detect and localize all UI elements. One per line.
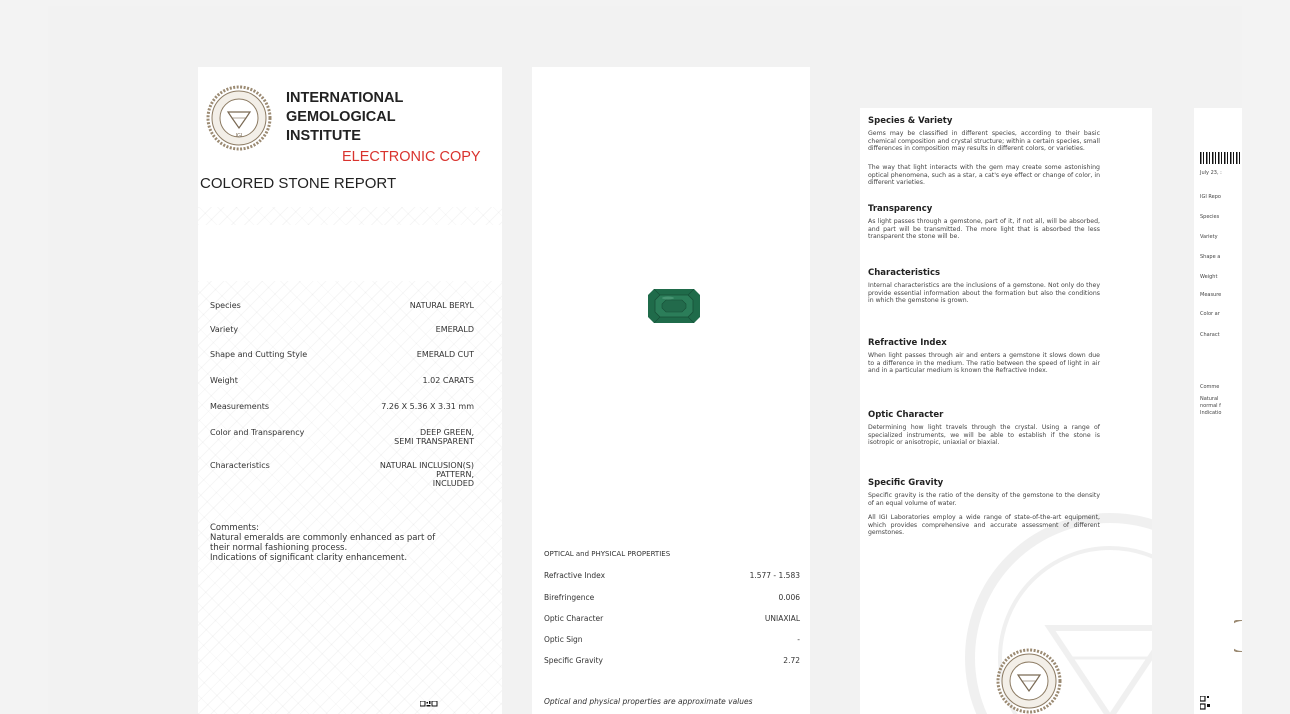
property-row-optic-character: Optic Character UNIAXIAL — [544, 614, 800, 623]
partial-seal-icon — [1234, 620, 1242, 652]
partial-label: normal f — [1200, 403, 1221, 409]
details-section — [198, 281, 502, 714]
properties-title: OPTICAL and PHYSICAL PROPERTIES — [544, 550, 671, 558]
partial-label: Charact — [1200, 332, 1220, 338]
glossary-page — [860, 108, 1152, 714]
section-species-title: Species & Variety — [868, 116, 953, 126]
section-characteristics-text: Internal characteristics are the inclusions of a gemstone. Not only do they provide essential information about the formation but also the conditions in which the gemstone is grown. — [868, 282, 1100, 305]
partial-label: IGI Repo — [1200, 194, 1221, 200]
section-gravity-title: Specific Gravity — [868, 478, 944, 488]
properties-page — [532, 67, 810, 714]
pattern-band — [198, 207, 502, 225]
partial-label: Indicatio — [1200, 410, 1222, 416]
section-transparency-title: Transparency — [868, 204, 933, 214]
section-optic-title: Optic Character — [868, 410, 944, 420]
section-gravity-text-2: All IGI Laboratories employ a wide range of state-of-the-art equipment, which provides comprehensive and accurate assessment of different gemstones. — [868, 514, 1100, 537]
partial-label: Weight — [1200, 274, 1218, 280]
partial-label: Natural — [1200, 396, 1219, 402]
partial-label: Variety — [1200, 234, 1218, 240]
detail-row-characteristics: Characteristics NATURAL INCLUSION(S) PATTERN, INCLUDED — [210, 461, 474, 488]
section-species-text: Gems may be classified in different species, according to their basic chemical composition and crystal structure; within a certain species, small differences in composition may results in different colors, or varieties. — [868, 130, 1100, 153]
partial-label: Measure — [1200, 292, 1222, 298]
igi-seal-icon — [206, 85, 272, 151]
property-row-refractive-index: Refractive Index 1.577 - 1.583 — [544, 571, 800, 580]
partial-report-page — [1194, 108, 1242, 714]
detail-row-species: Species NATURAL BERYL — [210, 301, 474, 310]
seal-text: IGI — [235, 133, 243, 139]
detail-row-color: Color and Transparency DEEP GREEN, SEMI TRANSPARENT — [210, 428, 474, 446]
property-row-specific-gravity: Specific Gravity 2.72 — [544, 656, 800, 665]
igi-seal-icon-bottom — [996, 648, 1062, 714]
section-gravity-text: Specific gravity is the ratio of the density of the gemstone to the density of an equal volume of water. — [868, 492, 1100, 507]
properties-note: Optical and physical properties are approximate values — [544, 697, 753, 706]
partial-qr-icon — [1200, 696, 1212, 710]
report-title: COLORED STONE REPORT — [200, 175, 397, 192]
white-band — [198, 225, 502, 281]
barcode-icon — [1200, 152, 1240, 164]
partial-date: July 23, : — [1200, 170, 1222, 176]
emerald-stone-image — [648, 289, 700, 323]
partial-label: Color ar — [1200, 311, 1220, 317]
section-characteristics-title: Characteristics — [868, 268, 941, 278]
qr-code-icon — [420, 701, 438, 711]
partial-label: Comme — [1200, 384, 1220, 390]
partial-label: Species — [1200, 214, 1220, 220]
detail-row-measurements: Measurements 7.26 X 5.36 X 3.31 mm — [210, 402, 474, 411]
property-row-optic-sign: Optic Sign - — [544, 635, 800, 644]
detail-row-variety: Variety EMERALD — [210, 325, 474, 334]
comments-block: Comments: Natural emeralds are commonly enhanced as part of their normal fashioning process. Indications of significant clarity enhancement. — [210, 523, 436, 563]
detail-row-weight: Weight 1.02 CARATS — [210, 376, 474, 385]
section-refractive-text: When light passes through air and enters a gemstone it slows down due to a difference in the medium. The ratio between the speed of light in air and in a particular medium is known the Refractive Index. — [868, 352, 1100, 375]
section-optic-text: Determining how light travels through the crystal. Using a range of specialized instruments, we will be able to establish if the stone is isotropic or anisotropic, uniaxial or biaxial. — [868, 424, 1100, 447]
property-row-birefringence: Birefringence 0.006 — [544, 593, 800, 602]
section-species-text-2: The way that light interacts with the gem may create some astonishing optical phenomena, such as a star, a cat's eye effect or change of color, in different varieties. — [868, 164, 1100, 187]
partial-label: Shape a — [1200, 254, 1221, 260]
section-refractive-title: Refractive Index — [868, 338, 947, 348]
detail-row-shape: Shape and Cutting Style EMERALD CUT — [210, 350, 474, 359]
electronic-copy-label: ELECTRONIC COPY — [342, 149, 481, 165]
institute-name: INTERNATIONAL GEMOLOGICAL INSTITUTE — [286, 90, 404, 144]
report-page — [198, 67, 502, 714]
section-transparency-text: As light passes through a gemstone, part of it, if not all, will be absorbed, and part will be transmitted. The more light that is absorbed the less transparent the stone will be. — [868, 218, 1100, 241]
